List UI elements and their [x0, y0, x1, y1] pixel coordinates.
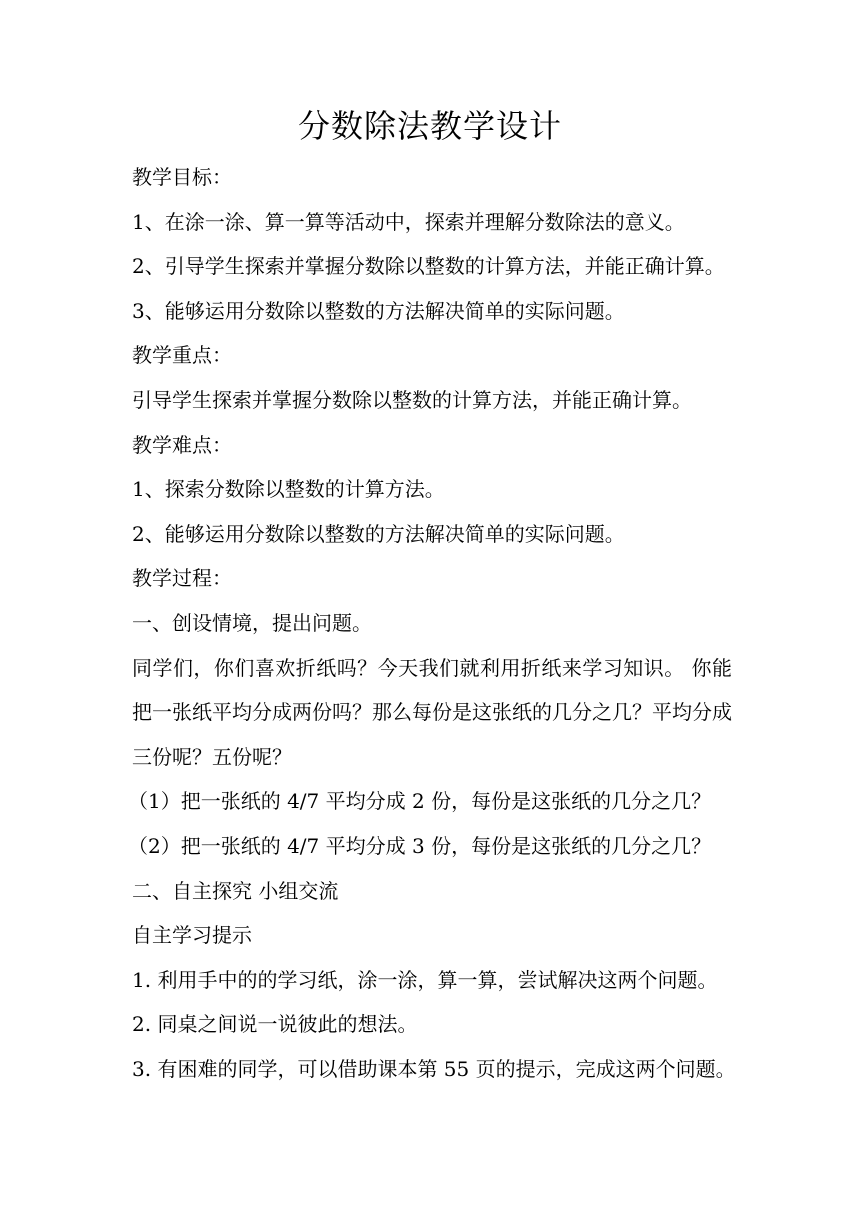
intro-paragraph: 同学们，你们喜欢折纸吗？今天我们就利用折纸来学习知识。 你能把一张纸平均分成两份吗？那么每份是这张纸的几分之几？平均分成三份呢？五份呢？ [132, 655, 732, 769]
question-2: （2）把一张纸的 4/7 平均分成 3 份，每份是这张纸的几分之几？ [128, 833, 712, 858]
key-point-heading: 教学重点： [132, 343, 232, 368]
section-2-heading: 二、自主探究 小组交流 [132, 878, 339, 903]
tip-item-2: 2. 同桌之间说一说彼此的想法。 [132, 1012, 418, 1037]
objectives-heading: 教学目标： [132, 165, 232, 189]
process-heading: 教学过程： [132, 566, 232, 591]
difficulty-heading: 教学难点： [132, 432, 232, 457]
objective-item-2: 2、引导学生探索并掌握分数除以整数的计算方法，并能正确计算。 [132, 254, 725, 279]
document-title: 分数除法教学设计 [297, 107, 562, 145]
section-1-heading: 一、创设情境，提出问题。 [132, 610, 372, 635]
objective-item-1: 1、在涂一涂、算一算等活动中，探索并理解分数除法的意义。 [132, 209, 685, 234]
key-point-text: 引导学生探索并掌握分数除以整数的计算方法，并能正确计算。 [132, 387, 692, 412]
objective-item-3: 3、能够运用分数除以整数的方法解决简单的实际问题。 [132, 298, 625, 323]
difficulty-item-1: 1、探索分数除以整数的计算方法。 [132, 477, 445, 502]
tip-item-3: 3. 有困难的同学，可以借助课本第 55 页的提示，完成这两个问题。 [132, 1056, 736, 1081]
tip-item-1: 1. 利用手中的的学习纸，涂一涂，算一算，尝试解决这两个问题。 [132, 967, 718, 992]
difficulty-item-2: 2、能够运用分数除以整数的方法解决简单的实际问题。 [132, 521, 625, 546]
document-body [128, 155, 736, 1091]
question-1: （1）把一张纸的 4/7 平均分成 2 份，每份是这张纸的几分之几？ [128, 789, 712, 814]
tips-heading: 自主学习提示 [132, 923, 252, 948]
